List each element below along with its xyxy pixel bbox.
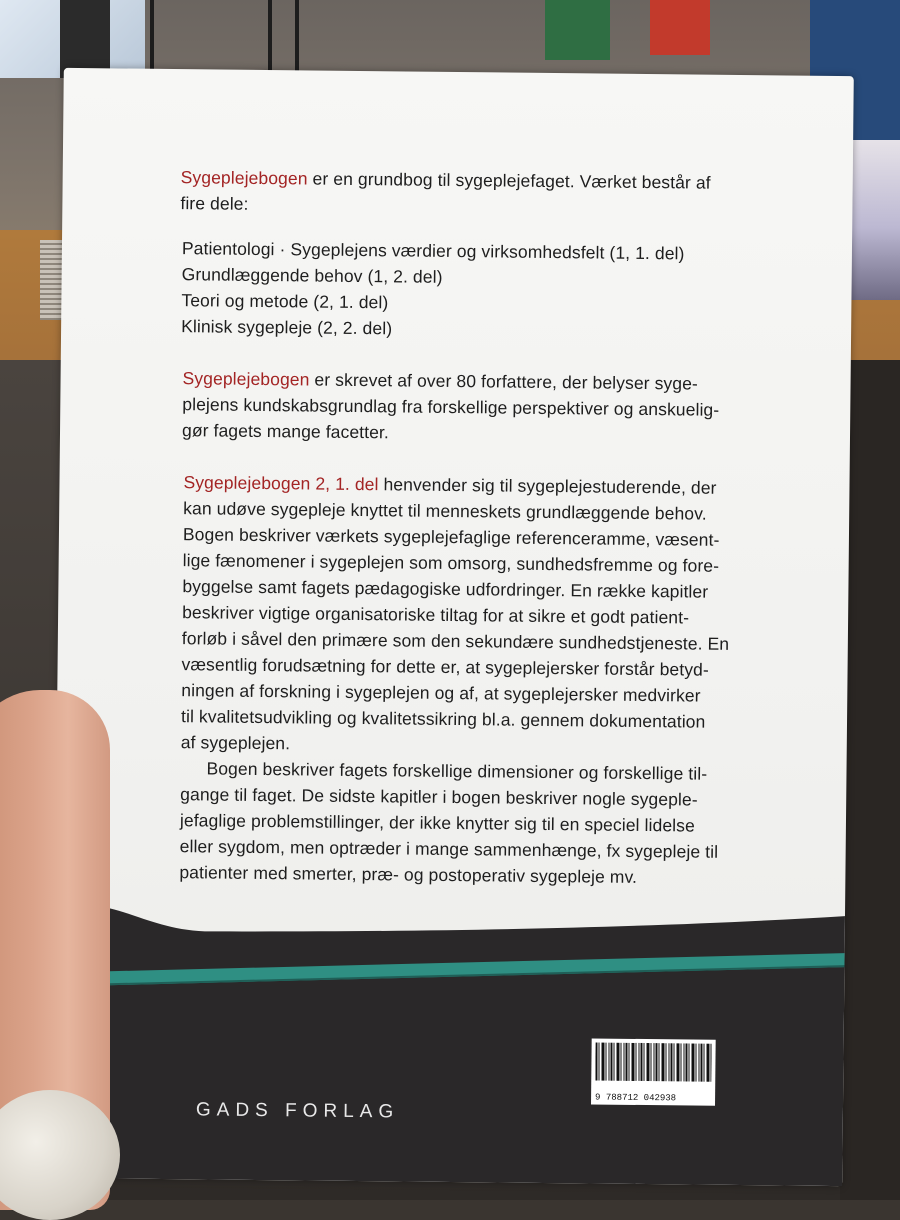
dimensions-paragraph <box>179 755 820 892</box>
text-line: væsentlig forudsætning for dette er, at sygeplejersker forstår betyd- <box>181 654 709 680</box>
background-red-object <box>650 0 710 55</box>
text-line: Bogen beskriver fagets forskellige dimensioner og forskellige til- <box>206 758 708 784</box>
text-line: forløb i såvel den primære som den sekundære sundhedstjeneste. En <box>181 628 730 654</box>
text-line: beskriver vigtige organisatoriske tiltag for at sikre et godt patient- <box>182 602 690 628</box>
barcode-digits: 9 788712 042938 <box>595 1092 677 1104</box>
authors-paragraph <box>182 365 823 450</box>
volume-item: Patientologi · Sygeplejens værdier og virksomhedsfelt (1, 1. del) <box>181 238 685 264</box>
text-line: ningen af forskning i sygeplejen og af, at sygeplejersker medvirker <box>181 680 701 706</box>
text-line: gør fagets mange facetter. <box>181 420 390 443</box>
highlight-title: Sygeplejebogen <box>182 368 310 390</box>
highlight-title: Sygeplejebogen <box>180 167 308 189</box>
text-line: af sygeplejen. <box>180 732 291 754</box>
text-span: fire dele: <box>180 193 249 214</box>
text-line: til kvalitetsudvikling og kvalitetssikring bl.a. gennem dokumentation <box>180 706 706 732</box>
isbn-barcode <box>591 1038 716 1105</box>
book-back-cover <box>52 68 854 1186</box>
text-line: patienter med smerter, præ- og postoperativ sygepleje mv. <box>179 862 638 887</box>
text-span: er skrevet af over 80 forfattere, der belyser syge- <box>309 369 699 394</box>
intro-paragraph <box>180 164 821 223</box>
background-green-object <box>545 0 610 60</box>
text-line: byggelse samt fagets pædagogiske udfordringer. En række kapitler <box>182 576 709 602</box>
text-span: er en grundbog til sygeplejefaget. Værket består af <box>307 168 711 193</box>
text-line: lige fænomener i sygeplejen som omsorg, sundhedsfremme og fore- <box>182 550 720 576</box>
background-monitor-frame <box>60 0 110 78</box>
text-span: henvender sig til sygeplejestuderende, der <box>378 474 717 498</box>
text-line: eller sygdom, men optræder i mange sammenhænge, fx sygepleje til <box>179 836 719 862</box>
volume-item: Grundlæggende behov (1, 2. del) <box>181 264 443 287</box>
cover-dark-band <box>74 906 845 1186</box>
volume-item: Teori og metode (2, 1. del) <box>181 290 389 313</box>
publisher-name: GADS FORLAG <box>195 1099 400 1123</box>
volume-item: Klinisk sygepleje (2, 2. del) <box>181 316 393 339</box>
background-cable <box>295 0 299 80</box>
text-line: kan udøve sygepleje knyttet til menneskets grundlæggende behov. <box>183 498 707 524</box>
background-cable <box>268 0 272 80</box>
text-line: jefaglige problemstillinger, der ikke knytter sig til en speciel lidelse <box>179 810 695 836</box>
text-line: Bogen beskriver værkets sygeplejefaglige referenceramme, væsent- <box>182 524 720 550</box>
text-line: gange til faget. De sidste kapitler i bogen beskriver nogle sygeple- <box>180 784 698 810</box>
barcode-bars <box>595 1043 711 1082</box>
text-line: plejens kundskabsgrundlag fra forskellige perspektiver og anskuelig- <box>182 394 720 420</box>
volume-description-paragraph <box>181 469 824 762</box>
volume-list <box>181 235 822 346</box>
highlight-title: Sygeplejebogen 2, 1. del <box>183 472 379 495</box>
